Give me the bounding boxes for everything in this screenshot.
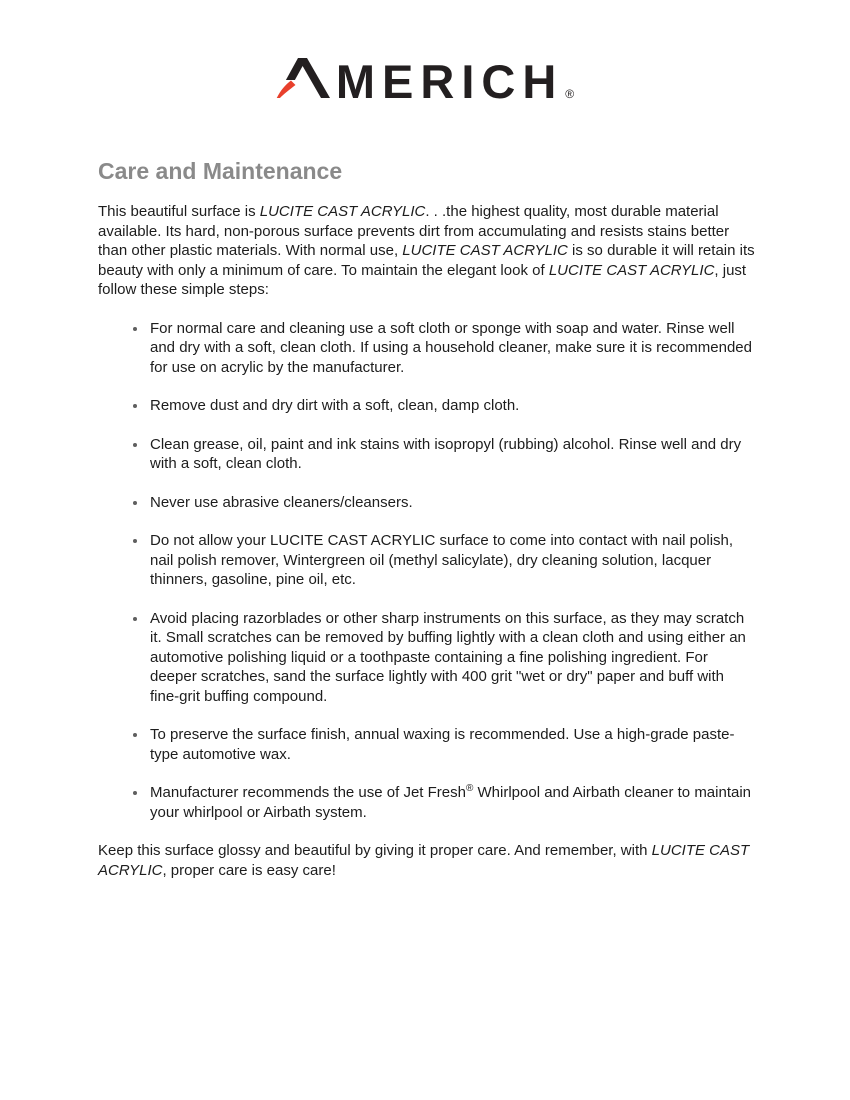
text-segment: LUCITE CAST ACRYLIC	[98, 842, 750, 879]
text-segment: , proper care is easy care!	[162, 861, 336, 879]
text-segment: Never use abrasive cleaners/cleansers.	[150, 493, 413, 511]
logo-text: MERICH	[335, 55, 564, 108]
list-item	[148, 319, 756, 378]
list-item	[148, 783, 756, 822]
text-segment: Whirlpool and Airbath cleaner to maintain your whirlpool or Airbath system.	[150, 784, 752, 821]
list-item	[148, 725, 756, 764]
intro-paragraph	[98, 202, 756, 300]
text-segment: LUCITE CAST ACRYLIC	[548, 261, 715, 279]
list-item	[148, 609, 756, 707]
registered-trademark-icon: ®	[565, 87, 575, 101]
text-segment: . . .the highest quality, most durable material available. Its hard, non-porous surface prevents dirt from accumulating and resists stains better than other plastic materials. With normal use,	[98, 203, 730, 259]
text-segment: For normal care and cleaning use a soft cloth or sponge with soap and water. Rinse well and dry with a soft, clean cloth. If using a household cleaner, make sure it is recommended for use on acrylic by the manufacturer.	[150, 319, 752, 376]
list-item	[148, 435, 756, 474]
care-steps-list	[98, 319, 756, 823]
text-segment: ®	[465, 783, 474, 794]
text-segment: LUCITE CAST ACRYLIC	[402, 242, 568, 259]
brand-logo	[0, 55, 850, 108]
text-segment: is so durable it will retain its beauty with only a minimum of care. To maintain the elegant look of	[98, 242, 755, 279]
text-segment: To preserve the surface finish, annual waxing is recommended. Use a high-grade paste-type automotive wax.	[150, 726, 735, 763]
text-segment: Remove dust and dry dirt with a soft, clean, damp cloth.	[150, 397, 520, 414]
list-item	[148, 493, 756, 513]
page-title: Care and Maintenance	[98, 158, 343, 184]
text-segment: Clean grease, oil, paint and ink stains with isopropyl (rubbing) alcohol. Rinse well and dry with a soft, clean cloth.	[150, 435, 742, 472]
closing-paragraph	[98, 841, 756, 880]
document-content	[98, 157, 756, 880]
list-item	[148, 531, 756, 590]
text-segment: LUCITE CAST ACRYLIC	[259, 203, 426, 220]
text-segment: Do not allow your LUCITE CAST ACRYLIC surface to come into contact with nail polish, nail polish remover, Wintergreen oil (methyl salicylate), dry cleaning solution, lacquer thinners, gasoline, pine oil, etc.	[150, 532, 734, 588]
list-item	[148, 396, 756, 416]
text-segment: Avoid placing razorblades or other sharp instruments on this surface, as they may scratch it. Small scratches can be removed by buffing lightly with a clean cloth and using either an automotive polishing liquid or a toothpaste containing a fine polishing ingredient. For deeper scratches, sand the surface lightly with 400 grit "wet or dry" paper and buff with fine-grit buffing compound.	[150, 609, 746, 705]
text-segment: , just follow these simple steps:	[98, 261, 747, 298]
text-segment: Keep this surface glossy and beautiful by giving it proper care. And remember, with	[98, 842, 652, 859]
text-segment: Manufacturer recommends the use of Jet Fresh	[150, 784, 466, 801]
logo-a-icon	[276, 58, 330, 98]
text-segment: This beautiful surface is	[98, 203, 260, 220]
